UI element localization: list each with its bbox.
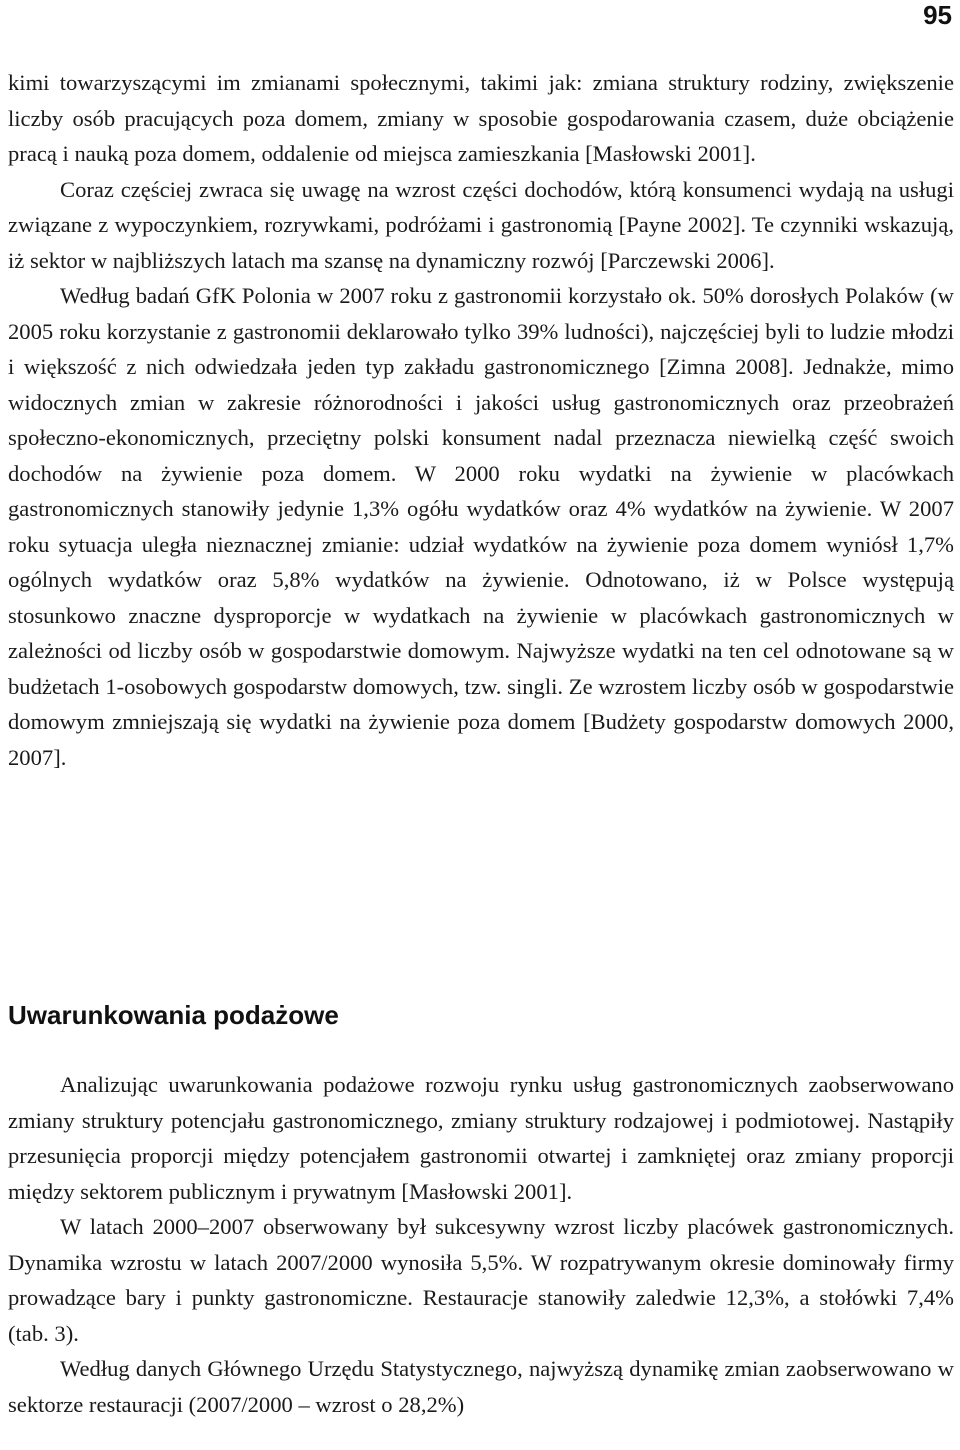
paragraph: Coraz częściej zwraca się uwagę na wzrost części dochodów, którą konsumenci wydają na usługi związane z wypoczynkiem, rozrywkami, podróżami i gastronomią [Payne 2002]. Te czynniki wskazują, iż sektor w najbliższych latach ma szansę na dynamiczny rozwój [Parczewski 2006]. <box>8 176 954 273</box>
page-number: 95 <box>923 0 952 30</box>
paragraph: Według danych Głównego Urzędu Statystycznego, najwyższą dynamikę zmian zaobserwowano w sektorze restauracji (2007/2000 – wzrost o 28,2%) <box>8 1356 954 1417</box>
paragraph: Według badań GfK Polonia w 2007 roku z gastronomii korzystało ok. 50% dorosłych Polaków (w 2005 roku korzystanie z gastronomii deklarowało tylko 39% ludności), najczęściej byli to ludzie młodzi i większość z nich odwiedzała jeden typ zakładu gastronomicznego [Zimna 2008]. Jednakże, mimo widocznych zmian w zakresie różnorodności i jakości usług gastronomicznych oraz przeobrażeń społeczno-ekonomicznych, przeciętny polski konsument nadal przeznacza niewielką część swoich dochodów na żywienie poza domem. W 2000 roku wydatki na żywienie w placówkach gastronomicznych stanowiły jedynie 1,3% ogółu wydatków oraz 4% wydatków na żywienie. W 2007 roku sytuacja uległa nieznacznej zmianie: udział wydatków na żywienie poza domem wyniósł 1,7% ogólnych wydatków oraz 5,8% wydatków na żywienie. Odnotowano, iż w Polsce występują stosunkowo znaczne dysproporcje w wydatkach na żywienie w placówkach gastronomicznych w zależności od liczby osób w gospodarstwie domowym. Najwyższe wydatki na ten cel odnotowane są w budżetach 1-osobowych gospodarstw domowych, tzw. singli. Ze wzrostem liczby osób w gospodarstwie domowym zmniejszają się wydatki na żywienie poza domem [Budżety gospodarstw domowych 2000, 2007]. <box>8 283 954 770</box>
paragraph: W latach 2000–2007 obserwowany był sukcesywny wzrost liczby placówek gastronomicznych. Dynamika wzrostu w latach 2007/2000 wynosiła 5,5%. W rozpatrywanym okresie dominowały firmy prowadzące bary i punkty gastronomiczne. Restauracje stanowiły zaledwie 12,3%, a stołówki 7,4% (tab. 3). <box>8 1214 954 1346</box>
paragraph-continuation: kimi towarzyszącymi im zmianami społecznymi, takimi jak: zmiana struktury rodziny, zwiększenie liczby osób pracujących poza domem, zmiany w sposobie gospodarowania czasem, duże obciążenie pracą i nauką poza domem, oddalenie od miejsca zamieszkania [Masłowski 2001]. <box>8 70 954 166</box>
paragraph: Analizując uwarunkowania podażowe rozwoju rynku usług gastronomicznych zaobserwowano zmiany struktury potencjału gastronomicznego, zmiany struktury rodzajowej i podmiotowej. Nastąpiły przesunięcia proporcji między potencjałem gastronomii otwartej i zamkniętej oraz zmiany proporcji między sektorem publicznym i prywatnym [Masłowski 2001]. <box>8 1072 954 1204</box>
section-body-text <box>8 1067 954 1422</box>
section-heading: Uwarunkowania podażowe <box>8 1000 339 1030</box>
body-text <box>8 65 954 775</box>
